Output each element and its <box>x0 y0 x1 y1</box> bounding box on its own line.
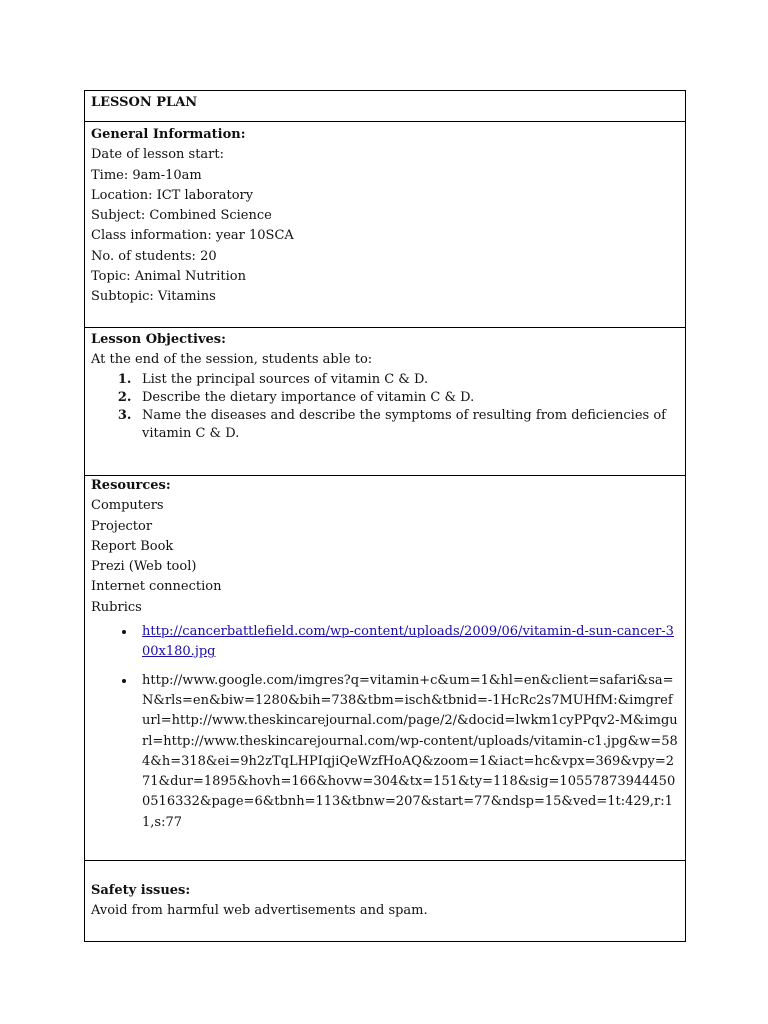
resource-item: Projector <box>91 518 153 534</box>
subject-info: Subject: Combined Science <box>91 208 272 224</box>
general-information-section <box>85 122 686 328</box>
resource-link-item <box>136 622 679 663</box>
students-count: No. of students: 20 <box>91 248 217 264</box>
objectives-intro: At the end of the session, students able to: <box>91 352 373 368</box>
document-title: LESSON PLAN <box>91 95 198 110</box>
objective-item: 3. Name the diseases and describe the symptoms of resulting from deficiencies of vitamin C & D. <box>136 407 679 443</box>
objective-item: 1. List the principal sources of vitamin C & D. <box>136 371 679 389</box>
location-info: Location: ICT laboratory <box>91 187 254 203</box>
google-images-url: http://www.google.com/imgres?q=vitamin+c&um=1&hl=en&client=safari&sa=N&rls=en&biw=1280&bih=738&tbm=isch&tbnid=-1HcRc2s7MUHfM:&imgrefurl=http://www.theskincarejournal.com/page/2/&docid=lwkm1cyPPqv2-M&imgurl=http://www.theskincarejournal.com/wp-content/uploads/vitamin-c1.jpg&w=584&h=318&ei=9h2zTqLHPIqjiQeWzfHoAQ&zoom=1&iact=hc&vpx=369&vpy=271&dur=1895&hovh=166&hovw=304&tx=151&ty=118&sig=105578739444500516332&page=6&tbnh=113&tbnw=207&start=77&ndsp=15&ved=1t:429,r:11,s:77 <box>142 672 678 830</box>
objectives-list <box>91 371 679 443</box>
title-cell <box>85 91 686 122</box>
general-information-heading: General Information: <box>91 127 246 142</box>
resource-item: Computers <box>91 498 164 514</box>
resource-link-item <box>136 671 679 833</box>
resource-item: Report Book <box>91 538 174 554</box>
lesson-plan-table <box>84 90 686 942</box>
lesson-objectives-heading: Lesson Objectives: <box>91 332 226 347</box>
time-info: Time: 9am-10am <box>91 167 202 183</box>
safety-issues-heading: Safety issues: <box>91 883 191 898</box>
safety-issues-text: Avoid from harmful web advertisements and spam. <box>91 903 428 919</box>
lesson-objectives-section <box>85 328 686 476</box>
date-of-lesson: Date of lesson start: <box>91 147 224 163</box>
subtopic-info: Subtopic: Vitamins <box>91 289 216 305</box>
cancerbattlefield-link[interactable]: http://cancerbattlefield.com/wp-content/uploads/2009/06/vitamin-d-sun-cancer-300x180.jpg <box>142 624 674 660</box>
resource-item: Prezi (Web tool) <box>91 559 197 575</box>
resources-heading: Resources: <box>91 478 171 493</box>
resource-item: Internet connection <box>91 579 222 595</box>
safety-issues-section <box>85 861 686 942</box>
resources-section <box>85 476 686 861</box>
topic-info: Topic: Animal Nutrition <box>91 269 246 285</box>
resource-links-list <box>91 622 679 833</box>
class-info: Class information: year 10SCA <box>91 228 294 244</box>
resource-item: Rubrics <box>91 599 142 615</box>
objective-item: 2. Describe the dietary importance of vitamin C & D. <box>136 389 679 407</box>
